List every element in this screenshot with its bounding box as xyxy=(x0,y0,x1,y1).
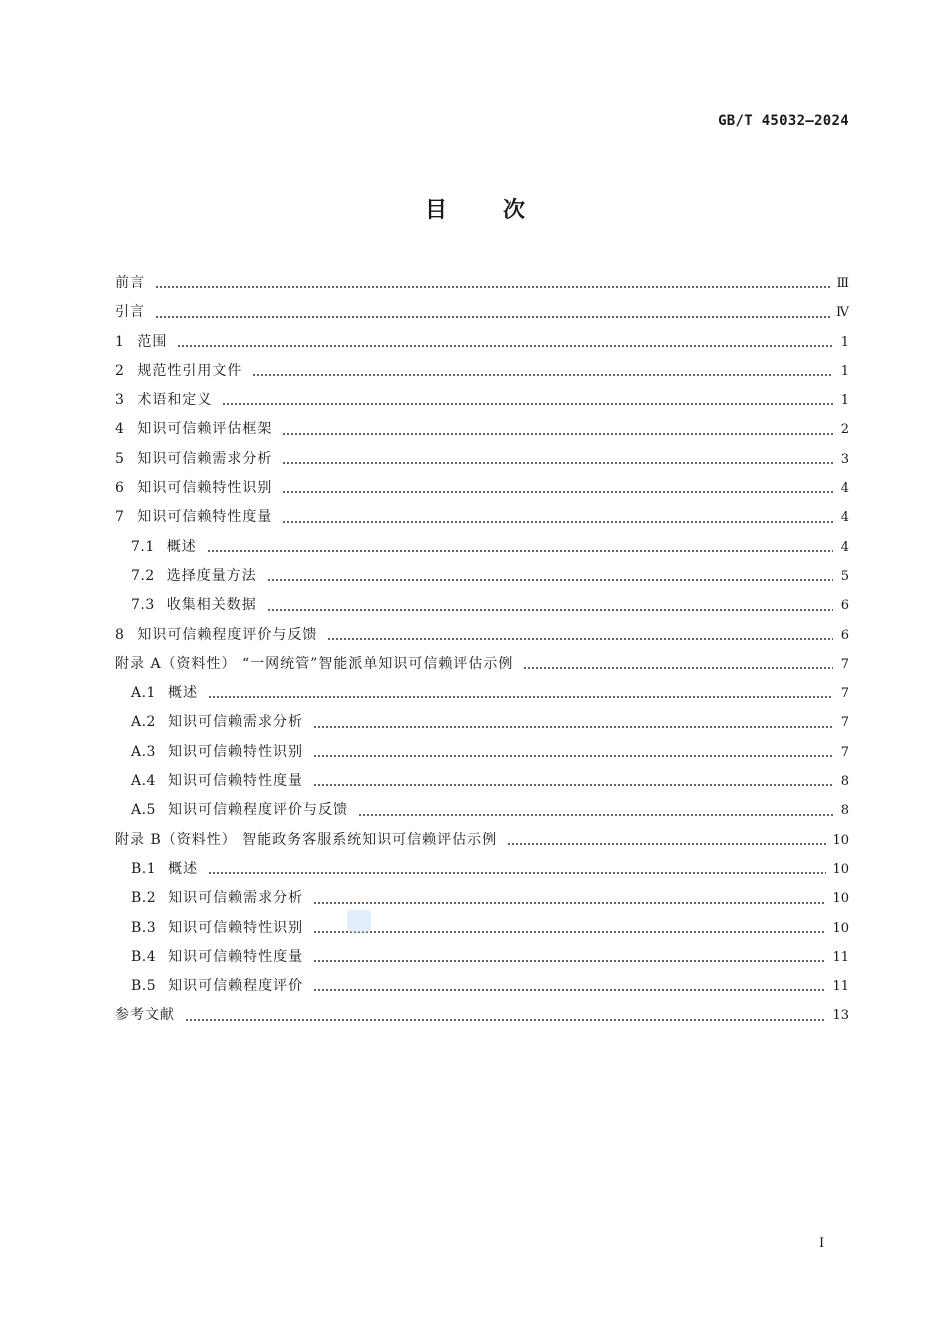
toc-entry-number: 7.1 xyxy=(131,538,155,555)
toc-entry-text: 知识可信赖需求分析 xyxy=(168,890,304,907)
toc-entry-label xyxy=(115,503,272,532)
toc-entry-page: Ⅲ xyxy=(836,276,849,291)
toc-entry[interactable] xyxy=(115,591,849,620)
toc-entry-text: 附录 A（资料性） “一网统管”智能派单知识可信赖评估示例 xyxy=(115,655,514,672)
toc-entry-number: A.1 xyxy=(131,685,156,702)
toc-entry-text: 规范性引用文件 xyxy=(137,362,243,379)
toc-entry-page: 11 xyxy=(832,949,849,965)
toc-entry-label xyxy=(115,269,145,298)
toc-entry-text: 术语和定义 xyxy=(137,392,213,409)
dot-leader xyxy=(208,872,826,874)
toc-entry-text: 参考文献 xyxy=(115,1007,175,1024)
toc-entry-label xyxy=(115,415,272,444)
toc-entry-page: 8 xyxy=(840,774,849,790)
toc-entry-number: A.3 xyxy=(131,743,156,760)
toc-entry-text: 范围 xyxy=(137,333,168,350)
toc-entry-page: 1 xyxy=(840,363,849,379)
dot-leader xyxy=(208,696,833,698)
toc-entry-number: B.3 xyxy=(131,919,157,936)
toc-entry-text: 知识可信赖特性度量 xyxy=(137,509,273,526)
toc-entry-number: 1 xyxy=(115,333,125,350)
toc-entry-number: 2 xyxy=(115,362,125,379)
toc-entry-label xyxy=(115,328,167,357)
toc-entry-label xyxy=(131,884,303,913)
toc-entry-text: 知识可信赖特性度量 xyxy=(168,948,304,965)
dot-leader xyxy=(207,550,833,552)
toc-entry[interactable] xyxy=(115,738,849,767)
toc-entry-text: 知识可信赖程度评价 xyxy=(168,978,304,995)
toc-entry[interactable] xyxy=(115,884,849,913)
toc-entry-page: 7 xyxy=(840,715,849,731)
toc-entry[interactable] xyxy=(115,679,849,708)
toc-entry-page: 11 xyxy=(832,979,849,995)
toc-entry-text: 知识可信赖程度评价与反馈 xyxy=(167,802,348,819)
standard-code: GB/T 45032—2024 xyxy=(718,113,849,129)
toc-entry[interactable] xyxy=(115,972,849,1001)
toc-entry-page: 6 xyxy=(840,598,849,614)
dot-leader xyxy=(282,433,833,435)
toc-entry-number: 3 xyxy=(115,392,125,409)
toc-entry-text: 选择度量方法 xyxy=(166,567,257,584)
dot-leader xyxy=(313,960,826,962)
toc-entry-text: 知识可信赖需求分析 xyxy=(167,714,303,731)
toc-entry-page: 13 xyxy=(832,1008,849,1024)
toc-entry[interactable] xyxy=(115,1001,849,1030)
toc-entry-label xyxy=(115,386,212,415)
toc-entry-page: 5 xyxy=(840,568,849,584)
toc-entry-number: 7.2 xyxy=(131,567,155,584)
toc-entry-number: A.5 xyxy=(131,802,156,819)
toc-entry-page: 4 xyxy=(840,539,849,555)
toc-entry-number: 7.3 xyxy=(131,597,155,614)
watermark-logo xyxy=(347,910,371,932)
toc-entry[interactable] xyxy=(115,386,849,415)
toc-entry-text: 知识可信赖特性识别 xyxy=(167,743,303,760)
toc-entry-number: 5 xyxy=(115,450,125,467)
toc-entry[interactable] xyxy=(115,943,849,972)
toc-entry-page: Ⅳ xyxy=(836,305,849,321)
toc-entry-text: 概述 xyxy=(166,538,197,555)
toc-entry[interactable] xyxy=(115,269,849,298)
page-number: I xyxy=(819,1236,825,1251)
toc-entry-page: 7 xyxy=(840,686,849,702)
dot-leader xyxy=(177,345,833,347)
dot-leader xyxy=(267,609,833,611)
page-title: 目次 xyxy=(424,198,581,223)
toc-entry[interactable] xyxy=(115,445,849,474)
dot-leader xyxy=(327,638,833,640)
toc-entry-page: 6 xyxy=(840,627,849,643)
toc-entry-label xyxy=(115,474,272,503)
dot-leader xyxy=(282,462,833,464)
toc-entry-text: 知识可信赖需求分析 xyxy=(137,450,273,467)
dot-leader xyxy=(282,491,833,493)
toc-entry-number: B.4 xyxy=(131,948,157,965)
toc-entry-text: 知识可信赖评估框架 xyxy=(137,421,273,438)
dot-leader xyxy=(313,726,833,728)
dot-leader xyxy=(313,931,826,933)
toc-entry-number: B.2 xyxy=(131,890,157,907)
toc-entry-page: 3 xyxy=(840,451,849,467)
dot-leader xyxy=(252,374,833,376)
toc-entry[interactable] xyxy=(115,708,849,737)
toc-entry-label xyxy=(131,943,303,972)
dot-leader xyxy=(507,843,826,845)
toc-entry[interactable] xyxy=(115,796,849,825)
toc-entry[interactable] xyxy=(115,826,849,855)
dot-leader xyxy=(313,755,833,757)
toc-entry-page: 10 xyxy=(832,861,849,877)
toc-entry-page: 1 xyxy=(840,393,849,409)
toc-entry[interactable] xyxy=(115,503,849,532)
toc-entry-label xyxy=(131,767,303,796)
toc-entry-text: 前言 xyxy=(115,275,145,291)
toc-entry-label xyxy=(131,533,197,562)
dot-leader xyxy=(222,403,833,405)
toc-entry-label xyxy=(115,298,145,327)
toc-entry-page: 8 xyxy=(840,803,849,819)
dot-leader xyxy=(313,989,826,991)
toc-entry-label xyxy=(115,1001,175,1030)
toc-entry-label xyxy=(115,621,317,650)
toc-entry[interactable] xyxy=(115,474,849,503)
toc-entry-label xyxy=(131,914,303,943)
toc-entry-label xyxy=(131,679,198,708)
toc-entry-text: 知识可信赖特性度量 xyxy=(167,773,303,790)
toc-entry[interactable] xyxy=(115,415,849,444)
toc-entry-page: 7 xyxy=(840,656,849,672)
toc-entry-label xyxy=(131,855,198,884)
toc-entry[interactable] xyxy=(115,914,849,943)
toc-entry-text: 附录 B（资料性） 智能政务客服系统知识可信赖评估示例 xyxy=(115,831,498,848)
toc-entry-number: A.4 xyxy=(131,773,156,790)
toc-entry-page: 10 xyxy=(832,891,849,907)
toc-entry-number: B.5 xyxy=(131,978,157,995)
toc-entry-label xyxy=(115,357,242,386)
toc-entry-label xyxy=(115,445,272,474)
toc-entry-page: 1 xyxy=(840,334,849,350)
toc-entry-text: 知识可信赖特性识别 xyxy=(137,480,273,497)
toc-entry[interactable] xyxy=(115,855,849,884)
table-of-contents xyxy=(115,269,849,1031)
toc-entry-label xyxy=(131,796,348,825)
toc-entry[interactable] xyxy=(115,650,849,679)
dot-leader xyxy=(185,1019,826,1021)
toc-entry-number: 4 xyxy=(115,421,125,438)
toc-entry-label xyxy=(115,826,497,855)
toc-entry-label xyxy=(131,972,303,1001)
dot-leader xyxy=(313,902,826,904)
toc-entry[interactable] xyxy=(115,533,849,562)
dot-leader xyxy=(523,667,833,669)
toc-entry-page: 10 xyxy=(832,832,849,848)
dot-leader xyxy=(358,814,833,816)
toc-entry-number: B.1 xyxy=(131,860,157,877)
toc-entry[interactable] xyxy=(115,328,849,357)
toc-entry[interactable] xyxy=(115,767,849,796)
toc-entry-text: 知识可信赖特性识别 xyxy=(168,919,304,936)
toc-entry-number: 8 xyxy=(115,626,125,643)
dot-leader xyxy=(282,521,833,523)
toc-entry-number: 6 xyxy=(115,480,125,497)
toc-entry[interactable] xyxy=(115,357,849,386)
toc-entry-number: A.2 xyxy=(131,714,156,731)
toc-entry-label xyxy=(131,708,303,737)
toc-entry-text: 引言 xyxy=(115,304,145,321)
toc-entry-number: 7 xyxy=(115,509,125,526)
toc-entry-page: 10 xyxy=(832,920,849,936)
toc-entry-label xyxy=(131,591,257,620)
toc-entry-label xyxy=(131,562,257,591)
toc-entry-label xyxy=(115,650,513,679)
toc-entry-page: 4 xyxy=(840,510,849,526)
toc-entry[interactable] xyxy=(115,562,849,591)
toc-entry-label xyxy=(131,738,303,767)
toc-entry-page: 7 xyxy=(840,744,849,760)
toc-entry[interactable] xyxy=(115,298,849,327)
toc-entry-text: 收集相关数据 xyxy=(166,597,257,614)
toc-entry[interactable] xyxy=(115,621,849,650)
toc-entry-text: 概述 xyxy=(168,860,199,877)
dot-leader xyxy=(155,316,830,318)
toc-entry-text: 概述 xyxy=(167,685,198,702)
toc-entry-text: 知识可信赖程度评价与反馈 xyxy=(137,626,318,643)
dot-leader xyxy=(267,579,833,581)
toc-entry-page: 2 xyxy=(840,422,849,438)
dot-leader xyxy=(313,784,833,786)
toc-entry-page: 4 xyxy=(840,481,849,497)
dot-leader xyxy=(155,286,830,288)
